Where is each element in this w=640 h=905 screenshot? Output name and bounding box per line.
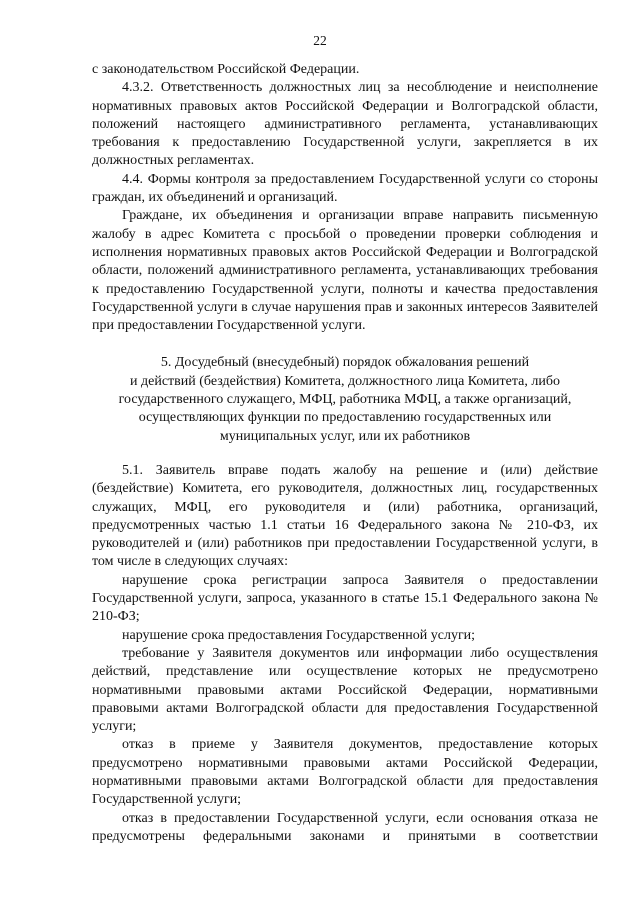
paragraph: 4.4. Формы контроля за предоставлением Государственной услуги со стороны граждан, их объединений и организаций. [92, 171, 598, 206]
paragraph: Граждане, их объединения и организации вправе направить письменную жалобу в адрес Комитета с просьбой о проведении проверки соблюдения и исполнения нормативных правовых актов Российской Федерации и Волгоградской области, положений административного регламента, устанавливающих требования к предоставлению Государственной услуги, полноты и качества предоставления Государственной услуги в случае нарушения прав и законных интересов Заявителей при предоставлении Государственной услуги. [92, 208, 598, 334]
page-number: 22 [313, 33, 327, 48]
section-heading-line: 5. Досудебный (внесудебный) порядок обжалования решений [160, 355, 530, 371]
paragraph: 5.1. Заявитель вправе подать жалобу на решение и (или) действие (бездействие) Комитета, его руководителя, должностных лиц, государственных служащих, МФЦ, его руководителя и (или) работника, организаций, предусмотренных частью 1.1 статьи 16 Федерального закона № 210-ФЗ, их руководителей и (или) работников при предоставлении Государственной услуги, в том числе в следующих случаях: [92, 462, 598, 570]
document-body [92, 61, 598, 846]
section-heading-line: и действий (бездействия) Комитета, должностного лица Комитета, либо [130, 373, 560, 389]
section-heading-line: осуществляющих функции по предоставлению государственных или [138, 410, 552, 426]
section-heading [92, 354, 598, 445]
paragraph: требование у Заявителя документов или информации либо осуществления действий, представление или осуществление которых не предусмотрено нормативными правовыми актами Российской Федерации, нормативными правовыми актами Волгоградской области для предоставления Государственной услуги; [92, 645, 598, 735]
paragraph: нарушение срока регистрации запроса Заявителя о предоставлении Государственной услуги, запроса, указанного в статье 15.1 Федерального закона № 210-ФЗ; [92, 572, 598, 625]
paragraph: нарушение срока предоставления Государственной услуги; [122, 627, 476, 643]
paragraph: отказ в приеме у Заявителя документов, предоставление которых предусмотрено нормативными правовыми актами Российской Федерации, нормативными правовыми актами Волгоградской области для предоставления Государственной услуги; [92, 737, 598, 808]
section-heading-line: государственного служащего, МФЦ, работника МФЦ, а также организаций, [118, 392, 572, 408]
paragraph: 4.3.2. Ответственность должностных лиц за несоблюдение и неисполнение нормативных правовых актов Российской Федерации и Волгоградской области, положений настоящего административного регламента, устанавливающих требования к предоставлению Государственной услуги, закрепляется в их должностных регламентах. [92, 80, 598, 169]
paragraph: с законодательством Российской Федерации. [92, 62, 360, 77]
paragraph: отказ в предоставлении Государственной услуги, если основания отказа не предусмотрены федеральными законами и принятыми в соответствии [92, 810, 598, 844]
section-heading-line: муниципальных услуг, или их работников [219, 428, 471, 444]
